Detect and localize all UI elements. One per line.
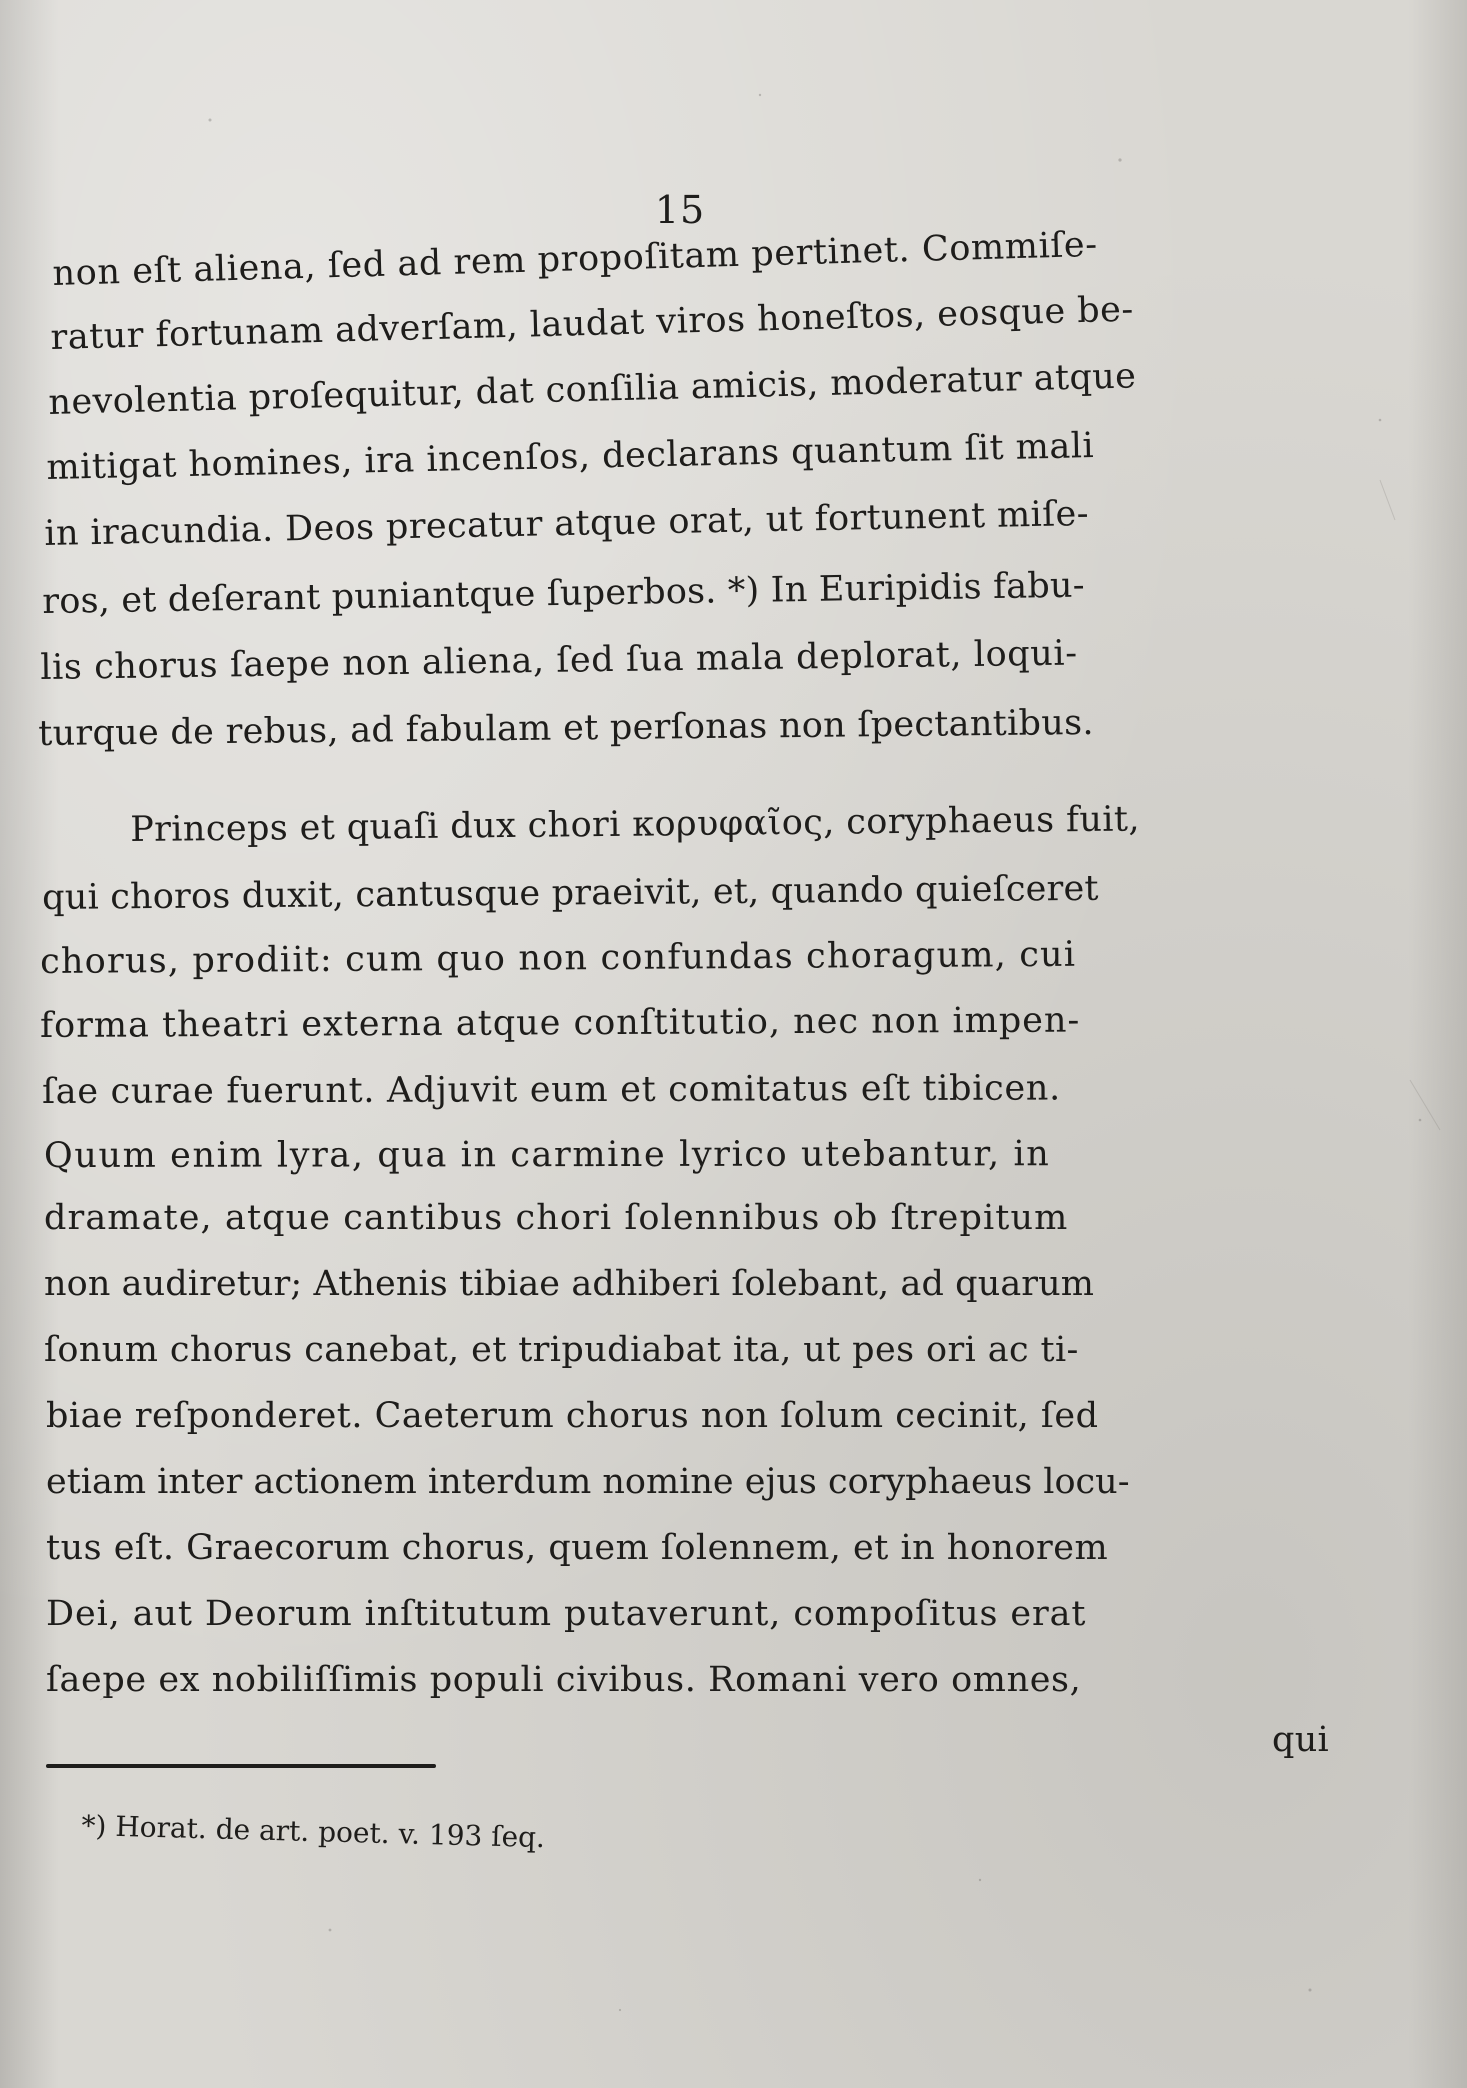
text-line: non audiretur; Athenis tibiae adhiberi ſolebant, ad quarum	[44, 1264, 1095, 1304]
text-line: nevolentia proſequitur, dat conſilia amicis, moderatur atque	[48, 356, 1137, 423]
text-line: forma theatri externa atque conſtitutio, nec non impen-	[40, 1000, 1081, 1046]
text-line: lis chorus ſaepe non aliena, ſed ſua mala deplorat, loqui-	[40, 633, 1078, 688]
text-line: qui choros duxit, cantusque praeivit, et, quando quieſceret	[42, 868, 1099, 918]
text-line: Princeps et quaſi dux chori κορυφαῖος, coryphaeus fuit,	[130, 799, 1141, 850]
text-line: Dei, aut Deorum inſtitutum putaverunt, compoſitus erat	[46, 1594, 1087, 1634]
text-line: in iracundia. Deos precatur atque orat, ut fortunent miſe-	[44, 493, 1090, 554]
text-line: turque de rebus, ad fabulam et perſonas non ſpectantibus.	[38, 702, 1094, 754]
text-line: mitigat homines, ira incenſos, declarans quantum ſit mali	[46, 426, 1095, 488]
footnote-rule	[46, 1764, 436, 1768]
text-line: tus eſt. Graecorum chorus, quem ſolennem, et in honorem	[46, 1528, 1109, 1568]
text-line: biae reſponderet. Caeterum chorus non ſolum cecinit, ſed	[46, 1396, 1099, 1436]
text-line: ros, et deſerant puniantque ſuperbos. *) In Euripidis fabu-	[42, 565, 1086, 622]
text-line: ſae curae fuerunt. Adjuvit eum et comitatus eſt tibicen.	[42, 1068, 1061, 1112]
catchword: qui	[1272, 1720, 1330, 1760]
text-line: ratur fortunam adverſam, laudat viros honeſtos, eosque be-	[50, 289, 1135, 358]
text-line: Quum enim lyra, qua in carmine lyrico utebantur, in	[44, 1134, 1051, 1176]
text-line: chorus, prodiit: cum quo non confundas choragum, cui	[40, 934, 1077, 982]
text-line: ſonum chorus canebat, et tripudiabat ita, ut pes ori ac ti-	[44, 1330, 1079, 1370]
text-line: non eſt aliena, ſed ad rem propoſitam pertinet. Commiſe-	[52, 224, 1099, 294]
text-line: dramate, atque cantibus chori ſolennibus ob ſtrepitum	[44, 1198, 1069, 1238]
footnote: *) Horat. de art. poet. v. 193 ſeq.	[81, 1808, 546, 1855]
text-line: etiam inter actionem interdum nomine ejus coryphaeus locu-	[46, 1462, 1130, 1502]
text-line: ſaepe ex nobiliſſimis populi civibus. Romani vero omnes,	[46, 1660, 1082, 1700]
page-number: 15	[654, 188, 706, 232]
